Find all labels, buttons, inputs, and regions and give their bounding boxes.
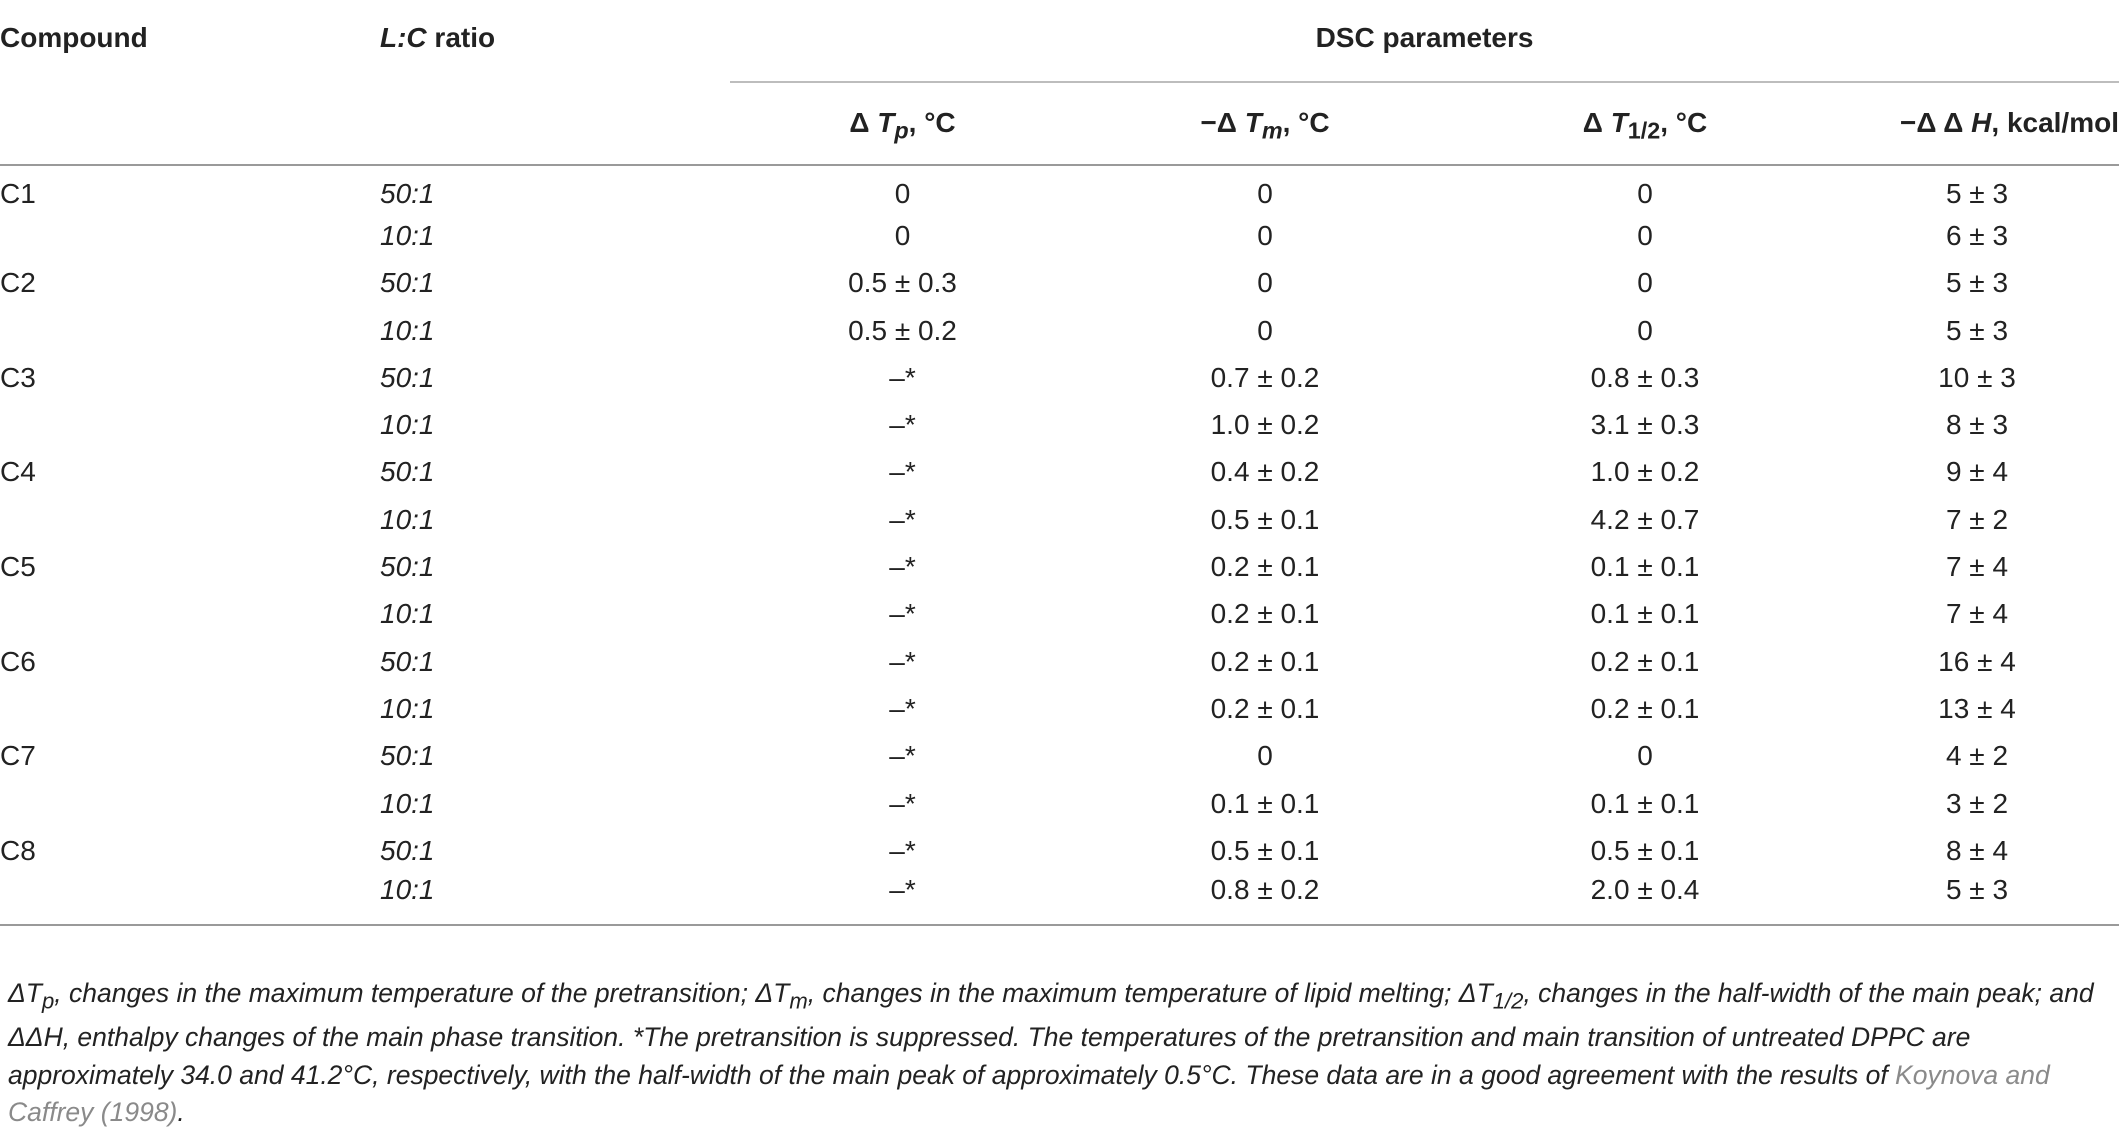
cell-delta-tm: 0 — [1257, 178, 1273, 210]
cell-delta-tp: –* — [889, 598, 916, 630]
cell-delta-delta-h: 7 ± 4 — [1945, 598, 2009, 630]
cell-delta-delta-h: 6 ± 3 — [1945, 219, 2009, 251]
table-row — [0, 591, 2119, 638]
cell-delta-tm: 0.2 ± 0.1 — [1210, 645, 1320, 677]
cell-ratio: 50:1 — [380, 551, 435, 583]
cell-delta-t-half: 0 — [1637, 314, 1653, 346]
cell-ratio: 10:1 — [380, 692, 435, 724]
cell-compound — [0, 874, 380, 925]
cell-compound: C2 — [0, 267, 36, 299]
table-row — [0, 449, 2119, 496]
cell-delta-t-half: 0 — [1637, 740, 1653, 772]
table-footnote: $\Delta T_p$, changes in the maximum temperature of the pretransition; $\Delta T_m$, changes in the maximum temperature of lipid melting; $\Delta T_{1/2}$, changes in the half-width of the main peak; and ΔΔH, enthalpy changes of the main phase transition. *The pretransition is suppressed. The temperatures of the pretransition and main transition of untreated DPPC are approximately 34.0 and 41.2°C, respectively, with the half-width of the main peak of approximately 0.5°C. These data are in a good agreement with the results of Koynova and Caffrey (1998). — [8, 977, 2094, 1128]
cell-ratio: 50:1 — [380, 267, 435, 299]
cell-delta-tp: –* — [889, 834, 916, 866]
table-row — [0, 401, 2119, 448]
cell-delta-tm: 0.2 ± 0.1 — [1210, 551, 1320, 583]
cell-delta-t-half: 4.2 ± 0.7 — [1590, 503, 1700, 535]
cell-ratio: 50:1 — [380, 361, 435, 393]
table-row — [0, 307, 2119, 354]
cell-ratio: 10:1 — [380, 314, 435, 346]
table-body — [0, 165, 2119, 925]
cell-ratio: 10:1 — [380, 787, 435, 819]
cell-delta-t-half: 0.1 ± 0.1 — [1590, 598, 1700, 630]
cell-delta-tp: –* — [889, 787, 916, 819]
cell-delta-t-half: 0.5 ± 0.1 — [1590, 834, 1700, 866]
cell-delta-t-half: 0.8 ± 0.3 — [1590, 361, 1700, 393]
table-row — [0, 733, 2119, 780]
header-tm-unit: °C — [1298, 107, 1330, 138]
footnote-dh-definition: , enthalpy changes of the main phase transition. *The pretransition is suppressed. The temperatures of the pretransition and main transition of untreated DPPC are approximately 34.0 and 41.2°C, respectively, with the half-width of the main peak of approximately 0.5°C. These data are in a good agreement with the results of — [8, 1022, 1971, 1090]
table-row — [0, 212, 2119, 259]
cell-delta-tp: –* — [889, 692, 916, 724]
cell-delta-tm: 0.2 ± 0.1 — [1210, 692, 1320, 724]
cell-delta-t-half: 0.2 ± 0.1 — [1590, 692, 1700, 724]
table-row — [0, 685, 2119, 732]
table-row — [0, 165, 2119, 212]
cell-delta-delta-h: 5 ± 3 — [1945, 874, 2009, 906]
header-delta-delta-h: −Δ Δ H, kcal/mol — [1900, 107, 2119, 138]
table-row — [0, 260, 2119, 307]
cell-compound — [0, 685, 380, 732]
table-row — [0, 780, 2119, 827]
cell-compound: C5 — [0, 551, 36, 583]
cell-compound — [0, 212, 380, 259]
cell-compound — [0, 780, 380, 827]
cell-delta-tm: 1.0 ± 0.2 — [1210, 409, 1320, 441]
cell-delta-tp: –* — [889, 503, 916, 535]
cell-delta-tm: 0 — [1257, 314, 1273, 346]
cell-compound — [0, 401, 380, 448]
cell-delta-tm: 0.2 ± 0.1 — [1210, 598, 1320, 630]
cell-delta-tp: 0 — [894, 178, 911, 210]
cell-delta-delta-h: 3 ± 2 — [1945, 787, 2009, 819]
cell-delta-t-half: 0 — [1637, 178, 1653, 210]
cell-delta-t-half: 0.2 ± 0.1 — [1590, 645, 1700, 677]
cell-delta-tp: –* — [889, 874, 916, 906]
cell-delta-delta-h: 10 ± 3 — [1938, 361, 2016, 393]
cell-delta-delta-h: 16 ± 4 — [1938, 645, 2016, 677]
header-ratio-rest: ratio — [426, 22, 496, 53]
header-dh-unit: kcal/mol — [2006, 107, 2119, 138]
cell-delta-tp: –* — [889, 740, 916, 772]
cell-delta-tp: –* — [889, 409, 916, 441]
reference-link[interactable]: Koynova and Caffrey (1998) — [8, 1059, 2050, 1128]
cell-delta-t-half: 0 — [1637, 219, 1653, 251]
cell-delta-tm: 0.7 ± 0.2 — [1210, 361, 1320, 393]
cell-delta-delta-h: 8 ± 4 — [1945, 834, 2009, 866]
header-ratio — [380, 0, 730, 165]
cell-ratio: 50:1 — [380, 456, 435, 488]
header-tp-unit: °C — [924, 107, 956, 138]
header-ratio-italic: L:C — [380, 22, 427, 53]
cell-delta-tp: –* — [889, 361, 916, 393]
footnote-t12-definition: , changes in the half-width of the main peak; and — [1523, 977, 2094, 1008]
cell-delta-delta-h: 13 ± 4 — [1938, 692, 2016, 724]
table-row — [0, 543, 2119, 590]
cell-delta-tm: 0.1 ± 0.1 — [1210, 787, 1320, 819]
cell-ratio: 10:1 — [380, 503, 435, 535]
table-row — [0, 496, 2119, 543]
cell-ratio: 50:1 — [380, 834, 435, 866]
cell-delta-delta-h: 7 ± 2 — [1945, 503, 2009, 535]
header-delta-tm: −Δ $T_m$, °C — [1200, 107, 1330, 144]
header-t12-unit: °C — [1675, 107, 1708, 138]
cell-delta-delta-h: 4 ± 2 — [1945, 740, 2009, 772]
cell-delta-delta-h: 5 ± 3 — [1945, 314, 2009, 346]
cell-compound — [0, 591, 380, 638]
cell-ratio: 10:1 — [380, 598, 435, 630]
cell-delta-delta-h: 7 ± 4 — [1945, 551, 2009, 583]
cell-delta-t-half: 0.1 ± 0.1 — [1590, 787, 1700, 819]
cell-ratio: 50:1 — [380, 645, 435, 677]
header-compound: Compound — [0, 22, 148, 53]
cell-compound: C8 — [0, 834, 36, 866]
cell-compound — [0, 307, 380, 354]
cell-compound: C6 — [0, 645, 36, 677]
cell-delta-tm: 0.5 ± 0.1 — [1210, 834, 1320, 866]
cell-compound: C4 — [0, 456, 36, 488]
cell-delta-t-half: 0.1 ± 0.1 — [1590, 551, 1700, 583]
cell-delta-tm: 0.8 ± 0.2 — [1210, 874, 1320, 906]
cell-delta-t-half: 3.1 ± 0.3 — [1590, 409, 1700, 441]
cell-delta-tm: 0.5 ± 0.1 — [1210, 503, 1320, 535]
cell-ratio: 50:1 — [380, 740, 435, 772]
cell-delta-tp: –* — [889, 551, 916, 583]
cell-delta-tm: 0.4 ± 0.2 — [1210, 456, 1320, 488]
footnote-tp-definition: , changes in the maximum temperature of the pretransition; — [54, 977, 756, 1008]
cell-delta-tm: 0 — [1257, 267, 1273, 299]
header-delta-tp: Δ $T_p$, °C — [849, 107, 956, 144]
cell-delta-delta-h: 5 ± 3 — [1945, 267, 2009, 299]
cell-delta-t-half: 1.0 ± 0.2 — [1590, 456, 1700, 488]
cell-compound: C1 — [0, 178, 36, 210]
cell-delta-delta-h: 9 ± 4 — [1945, 456, 2009, 488]
cell-compound: C3 — [0, 361, 36, 393]
cell-delta-tp: –* — [889, 456, 916, 488]
cell-ratio: 10:1 — [380, 874, 435, 906]
cell-compound — [0, 496, 380, 543]
cell-delta-tp: 0.5 ± 0.2 — [848, 314, 957, 346]
header-delta-t-half: Δ $T_{1/2}$, °C — [1582, 107, 1708, 144]
table-row — [0, 874, 2119, 925]
footnote-end: . — [177, 1097, 185, 1128]
cell-ratio: 10:1 — [380, 219, 435, 251]
cell-delta-delta-h: 5 ± 3 — [1945, 178, 2009, 210]
cell-delta-tp: 0.5 ± 0.3 — [848, 267, 957, 299]
cell-delta-t-half: 0 — [1637, 267, 1653, 299]
table-row — [0, 638, 2119, 685]
cell-delta-t-half: 2.0 ± 0.4 — [1590, 874, 1700, 906]
header-dsc-parameters: DSC parameters — [730, 0, 2119, 82]
table-row — [0, 354, 2119, 401]
cell-delta-tm: 0 — [1257, 740, 1273, 772]
cell-compound: C7 — [0, 740, 36, 772]
cell-delta-tm: 0 — [1257, 219, 1273, 251]
table-row — [0, 827, 2119, 874]
cell-delta-tp: –* — [889, 645, 916, 677]
cell-ratio: 50:1 — [380, 178, 435, 210]
footnote-tm-definition: , changes in the maximum temperature of lipid melting; — [807, 977, 1459, 1008]
cell-delta-delta-h: 8 ± 3 — [1945, 409, 2009, 441]
cell-delta-tp: 0 — [894, 219, 911, 251]
cell-ratio: 10:1 — [380, 409, 435, 441]
